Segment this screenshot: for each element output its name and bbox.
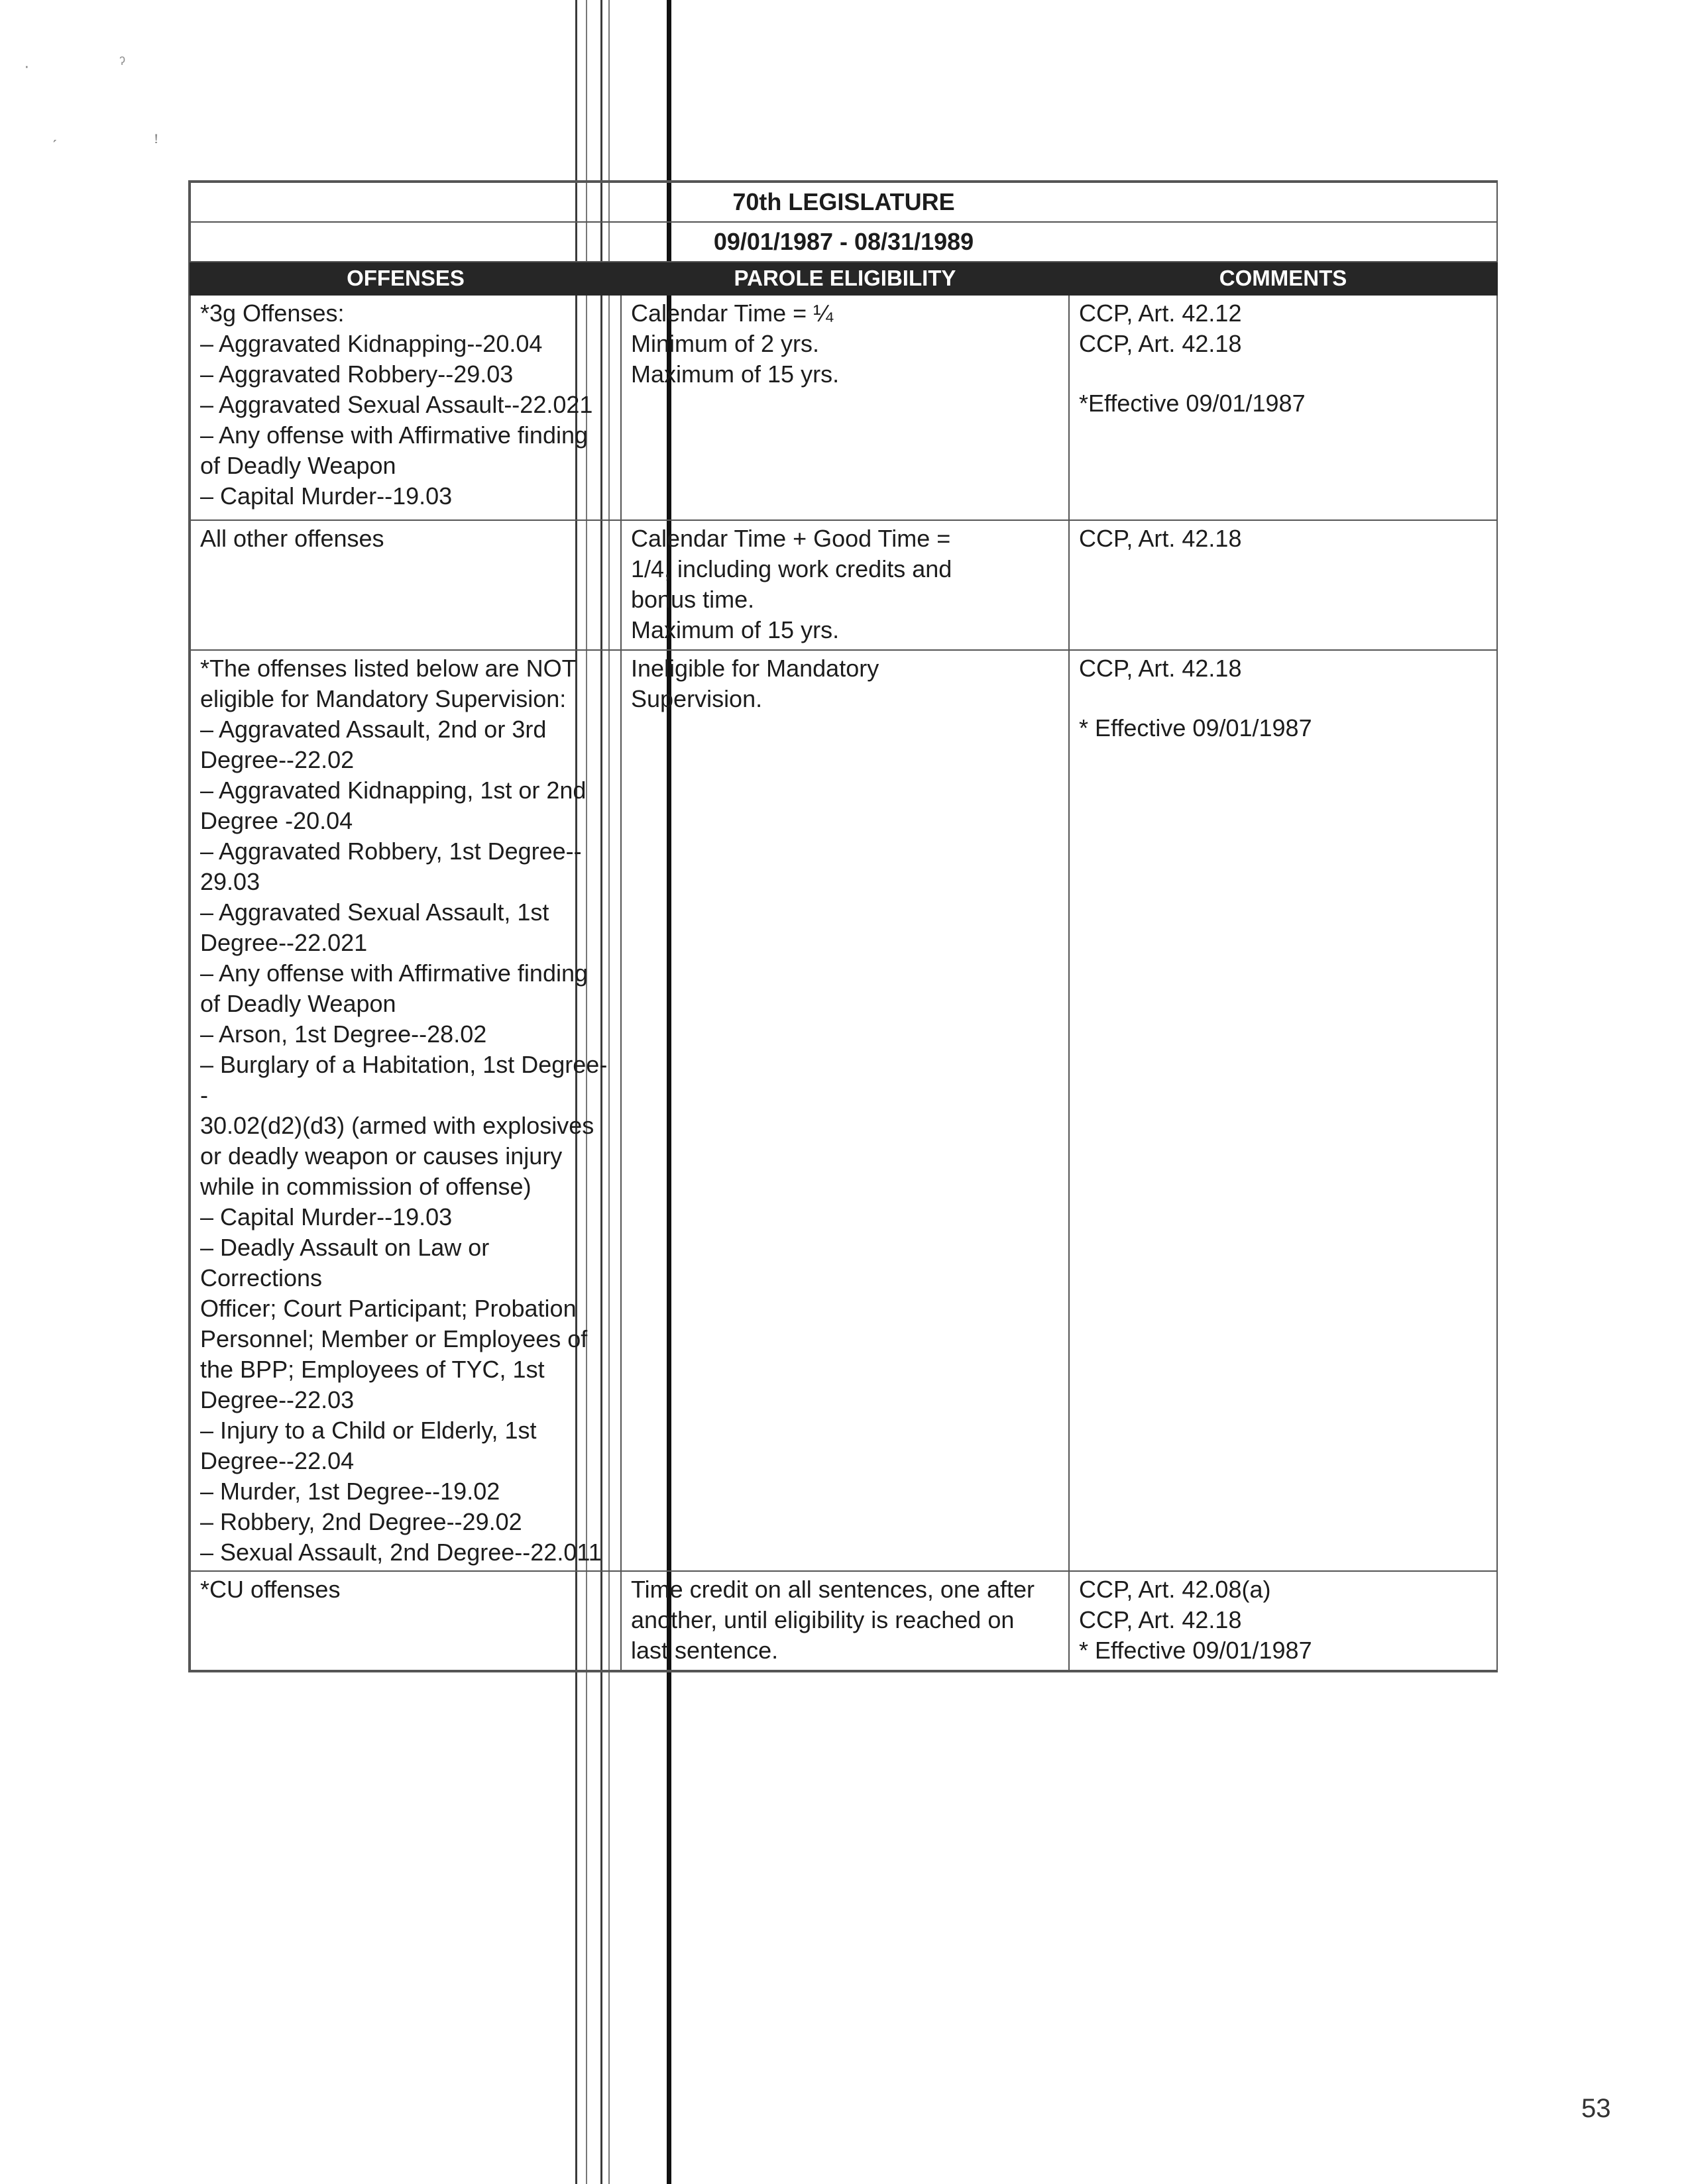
- offenses-cell: [190, 1571, 621, 1670]
- text-line: – Aggravated Robbery, 1st Degree--: [200, 838, 582, 865]
- text-line: – Burglary of a Habitation, 1st Degree--: [200, 1051, 608, 1109]
- text-line: another, until eligibility is reached on: [631, 1606, 1015, 1633]
- text-line: Supervision.: [631, 685, 763, 712]
- scan-speck: ·: [24, 56, 30, 76]
- text-line: of Deadly Weapon: [200, 990, 396, 1017]
- text-line: *Effective 09/01/1987: [1079, 390, 1306, 417]
- offenses-cell: [190, 650, 621, 1571]
- parole-cell: [621, 1571, 1069, 1670]
- text-line: eligible for Mandatory Supervision:: [200, 685, 567, 712]
- text-line: – Any offense with Affirmative finding: [200, 421, 589, 449]
- text-line: Officer; Court Participant; Probation: [200, 1295, 577, 1322]
- text-line: – Aggravated Robbery--29.03: [200, 360, 514, 388]
- table-row: [190, 1571, 1497, 1670]
- text-line: Degree--22.02: [200, 746, 355, 773]
- text-line: – Arson, 1st Degree--28.02: [200, 1020, 487, 1048]
- text-line: Degree -20.04: [200, 807, 353, 834]
- text-line: or deadly weapon or causes injury: [200, 1142, 563, 1170]
- text-line: All other offenses: [200, 525, 384, 552]
- text-line: – Aggravated Kidnapping--20.04: [200, 330, 543, 357]
- text-line: the BPP; Employees of TYC, 1st: [200, 1356, 545, 1383]
- text-line: – Robbery, 2nd Degree--29.02: [200, 1508, 522, 1535]
- page-number: 53: [1581, 2094, 1611, 2123]
- text-line: – Sexual Assault, 2nd Degree--22.011: [200, 1539, 602, 1566]
- text-line: 30.02(d2)(d3) (armed with explosives: [200, 1112, 594, 1139]
- text-line: Maximum of 15 yrs.: [631, 360, 840, 388]
- text-line: – Capital Murder--19.03: [200, 482, 453, 510]
- text-line: Maximum of 15 yrs.: [631, 616, 840, 643]
- comments-cell: [1069, 1571, 1497, 1670]
- text-line: Time credit on all sentences, one after: [631, 1576, 1035, 1603]
- parole-cell: [621, 295, 1069, 520]
- text-line: last sentence.: [631, 1637, 779, 1664]
- text-line: Degree--22.021: [200, 929, 368, 956]
- text-line: Degree--22.04: [200, 1447, 355, 1474]
- text-line: CCP, Art. 42.18: [1079, 525, 1242, 552]
- text-line: – Aggravated Sexual Assault, 1st: [200, 899, 549, 926]
- comments-cell: [1069, 520, 1497, 650]
- text-line: CCP, Art. 42.08(a): [1079, 1576, 1271, 1603]
- header-offenses: OFFENSES: [190, 262, 621, 295]
- scan-speck: ˀ: [119, 53, 126, 73]
- text-line: – Capital Murder--19.03: [200, 1203, 453, 1230]
- header-parole-eligibility: PAROLE ELIGIBILITY: [621, 262, 1069, 295]
- text-line: Calendar Time = ¼: [631, 300, 834, 327]
- text-line: bonus time.: [631, 586, 755, 613]
- legislature-title: 70th LEGISLATURE: [190, 182, 1497, 222]
- text-line: – Aggravated Kidnapping, 1st or 2nd: [200, 777, 587, 804]
- comments-cell: [1069, 295, 1497, 520]
- offenses-cell: [190, 520, 621, 650]
- text-line: CCP, Art. 42.18: [1079, 330, 1242, 357]
- text-line: CCP, Art. 42.18: [1079, 655, 1242, 682]
- text-line: * Effective 09/01/1987: [1079, 1637, 1312, 1664]
- text-line: 29.03: [200, 868, 260, 895]
- text-line: Degree--22.03: [200, 1386, 355, 1413]
- text-line: *The offenses listed below are NOT: [200, 655, 577, 682]
- comments-cell: [1069, 650, 1497, 1571]
- text-line: Calendar Time + Good Time =: [631, 525, 951, 552]
- text-line: Ineligible for Mandatory: [631, 655, 879, 682]
- header-comments: COMMENTS: [1069, 262, 1497, 295]
- text-line: – Aggravated Sexual Assault--22.021: [200, 391, 593, 418]
- text-line: *3g Offenses:: [200, 300, 345, 327]
- text-line: CCP, Art. 42.18: [1079, 1606, 1242, 1633]
- text-line: 1/4, including work credits and: [631, 555, 952, 582]
- text-line: of Deadly Weapon: [200, 452, 396, 479]
- table-row: [190, 520, 1497, 650]
- legislature-date-range: 09/01/1987 - 08/31/1989: [190, 222, 1497, 262]
- text-line: – Aggravated Assault, 2nd or 3rd: [200, 716, 547, 743]
- table-row: [190, 295, 1497, 520]
- text-line: – Injury to a Child or Elderly, 1st: [200, 1417, 537, 1444]
- parole-cell: [621, 650, 1069, 1571]
- offenses-cell: [190, 295, 621, 520]
- text-line: – Murder, 1st Degree--19.02: [200, 1478, 500, 1505]
- text-line: CCP, Art. 42.12: [1079, 300, 1242, 327]
- text-line: – Deadly Assault on Law or Corrections: [200, 1234, 490, 1291]
- scan-speck: ˊ: [52, 136, 58, 156]
- text-line: while in commission of offense): [200, 1173, 532, 1200]
- table-row: [190, 650, 1497, 1571]
- scan-speck: ꜝ: [154, 135, 159, 155]
- text-line: *CU offenses: [200, 1576, 341, 1603]
- parole-table: [188, 180, 1498, 1672]
- parole-cell: [621, 520, 1069, 650]
- text-line: – Any offense with Affirmative finding: [200, 959, 589, 987]
- text-line: Personnel; Member or Employees of: [200, 1325, 588, 1352]
- text-line: * Effective 09/01/1987: [1079, 714, 1312, 741]
- text-line: Minimum of 2 yrs.: [631, 330, 820, 357]
